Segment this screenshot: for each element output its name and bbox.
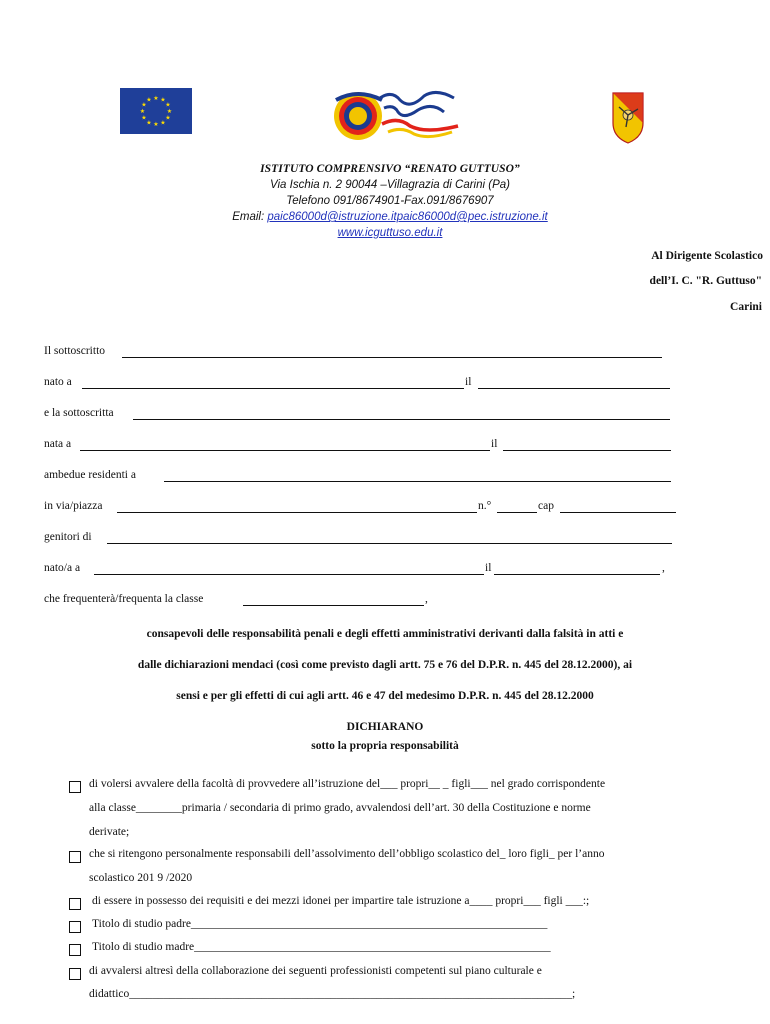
item-6-line-2: didattico_____________________________________________________________________________; (89, 988, 576, 1000)
checkbox-item-1[interactable] (69, 781, 81, 793)
label-nato-a: nato a (44, 376, 72, 388)
field-nato-a-figlio[interactable] (94, 574, 484, 575)
dichiarano-subtitle: sotto la propria responsabilità (311, 740, 459, 752)
recipient-line-3: Carini (730, 301, 762, 313)
field-residenti[interactable] (164, 481, 671, 482)
field-sottoscritto[interactable] (122, 357, 662, 358)
checkbox-item-4[interactable] (69, 921, 81, 933)
checkbox-item-2[interactable] (69, 851, 81, 863)
label-nato-a-figlio: nato/a a (44, 562, 81, 574)
svg-text:★: ★ (146, 96, 152, 104)
field-via[interactable] (117, 512, 477, 513)
form-row-sottoscritta (44, 407, 684, 423)
school-logo (328, 86, 462, 142)
svg-text:★: ★ (146, 119, 152, 127)
form-row-nato-figlio (44, 562, 684, 578)
form-row-sottoscritto (44, 345, 684, 361)
field-nato-a[interactable] (82, 388, 464, 389)
recipient-line-1: Al Dirigente Scolastico (651, 250, 763, 262)
declaration-line-2: dalle dichiarazioni mendaci (così come previsto dagli artt. 75 e 76 del D.P.R. n. 445 del 28.12.2000), ai (137, 659, 633, 671)
form-row-nata (44, 438, 684, 454)
label-nata-a: nata a (44, 438, 72, 450)
svg-text:★: ★ (165, 114, 171, 122)
form-row-residenti (44, 469, 684, 485)
item-2-line-1: che si ritengono personalmente responsabili dell’assolvimento dell’obbligo scolastico del_ loro figli_ per l’anno (89, 848, 605, 860)
label-sottoscritto: Il sottoscritto (44, 345, 106, 357)
label-numero: n.° (478, 500, 492, 512)
comma-2: , (425, 593, 428, 605)
item-5-line-1: Titolo di studio madre______________________________________________________________ (92, 941, 551, 953)
svg-text:★: ★ (141, 114, 147, 122)
checkbox-item-5[interactable] (69, 944, 81, 956)
svg-text:★: ★ (160, 119, 166, 127)
field-cap[interactable] (560, 512, 676, 513)
svg-text:★: ★ (153, 121, 159, 128)
svg-text:★: ★ (141, 101, 147, 109)
item-1-line-2: alla classe________primaria / secondaria di primo grado, avvalendosi dell’art. 30 della Costituzione e norme (89, 802, 591, 814)
item-3-line-1: di essere in possesso dei requisiti e dei mezzi idonei per impartire tale istruzione a____ propri___ figli ___:; (92, 895, 590, 907)
declaration-line-3: sensi e per gli effetti di cui agli artt. 46 e 47 del medesimo D.P.R. n. 445 del 28.12.2000 (176, 690, 594, 702)
svg-text:★: ★ (160, 96, 166, 104)
label-il-3: il (485, 562, 492, 574)
label-residenti: ambedue residenti a (44, 469, 136, 481)
label-il-2: il (491, 438, 498, 450)
website-link[interactable]: www.icguttuso.edu.it (337, 227, 443, 239)
label-sottoscritta: e la sottoscritta (44, 407, 114, 419)
svg-text:★: ★ (139, 108, 146, 115)
label-genitori: genitori di (44, 531, 92, 543)
comma-1: , (662, 562, 665, 574)
school-website-line (0, 227, 770, 239)
form-row-via (44, 500, 684, 516)
svg-text:★: ★ (153, 95, 159, 102)
school-email-line (0, 211, 770, 223)
field-sottoscritta[interactable] (133, 419, 670, 420)
field-il-1[interactable] (478, 388, 670, 389)
svg-text:★: ★ (165, 101, 171, 109)
field-il-3[interactable] (494, 574, 660, 575)
form-row-genitori (44, 531, 684, 547)
field-numero[interactable] (497, 512, 537, 513)
checkbox-item-3[interactable] (69, 898, 81, 910)
email-label: Email: (232, 211, 265, 223)
svg-text:★: ★ (166, 108, 173, 115)
form-row-nato (44, 376, 684, 392)
declaration-line-1: consapevoli delle responsabilità penali e degli effetti amministrativi derivanti dalla falsità in atti e (146, 628, 624, 640)
label-il-1: il (465, 376, 472, 388)
dichiarano-title: DICHIARANO (346, 721, 424, 733)
school-phone: Telefono 091/8674901-Fax.091/8676907 (286, 195, 494, 207)
label-classe: che frequenterà/frequenta la classe (44, 593, 204, 605)
item-1-line-1: di volersi avvalere della facoltà di provvedere all’istruzione del___ propri__ _ figli___ nel grado corrispondente (89, 778, 606, 790)
school-address: Via Ischia n. 2 90044 –Villagrazia di Carini (Pa) (270, 179, 510, 191)
recipient-line-2: dell’I. C. "R. Guttuso" (649, 275, 762, 287)
field-genitori[interactable] (107, 543, 672, 544)
sicily-crest-icon (611, 89, 645, 145)
item-1-line-3: derivate; (89, 826, 130, 838)
item-4-line-1: Titolo di studio padre______________________________________________________________ (92, 918, 548, 930)
form-row-classe (44, 593, 684, 609)
email-link[interactable]: paic86000d@istruzione.itpaic86000d@pec.istruzione.it (267, 211, 548, 223)
label-cap: cap (538, 500, 554, 512)
field-nata-a[interactable] (80, 450, 490, 451)
item-2-line-2: scolastico 201 9 /2020 (89, 872, 193, 884)
label-via: in via/piazza (44, 500, 103, 512)
checkbox-item-6[interactable] (69, 968, 81, 980)
item-6-line-1: di avvalersi altresì della collaborazione dei seguenti professionisti competenti sul piano culturale e (89, 965, 542, 977)
eu-flag-icon (120, 88, 192, 134)
school-name: ISTITUTO COMPRENSIVO “RENATO GUTTUSO” (260, 163, 520, 175)
field-il-2[interactable] (503, 450, 671, 451)
field-classe[interactable] (243, 605, 424, 606)
